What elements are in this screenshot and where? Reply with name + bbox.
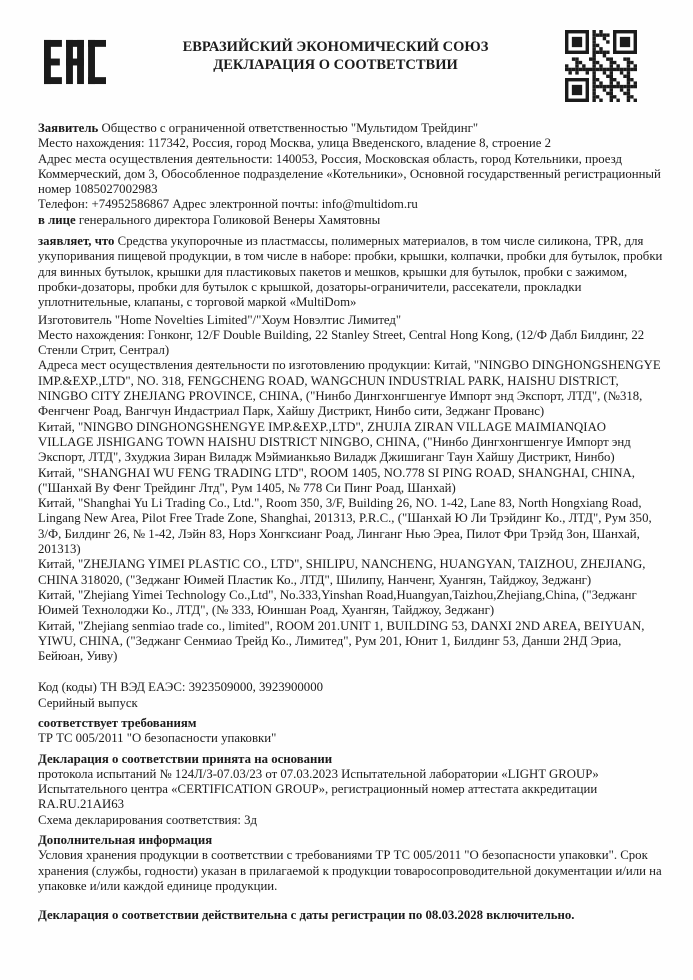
product-section (38, 234, 663, 310)
release-type: Серийный выпуск (38, 695, 138, 710)
applicant-name: Общество с ограниченной ответственностью "Мультидом Трейдинг" (101, 121, 479, 135)
production-site: Китай, "ZHEJIANG YIMEI PLASTIC CO., LTD", SHILIPU, NANCHENG, HUANGYAN, TAIZHOU, ZHEJIANG, CHINA 318020, ("Зеджанг Юимей Пластик Ко., ЛТД", Шилипу, Нанченг, Хуангян, Тайджоу, Зеджанг) (38, 557, 646, 587)
tn-ved-codes: Код (коды) ТН ВЭД ЕАЭС: 3923509000, 3923900000 (38, 680, 324, 695)
document-title (106, 38, 565, 74)
scheme: Схема декларирования соответствия: 3д (38, 812, 258, 827)
requirements-section (38, 716, 663, 747)
applicant-line (38, 121, 663, 136)
additional-info-section (38, 833, 663, 894)
production-site: Китай, "Zhejiang senmiao trade co., limited", ROOM 201.UNIT 1, BUILDING 53, DANXI 2ND AREA, BEIYUAN, YIWU, CHINA, ("Зеджанг Сенмиао Трейд Ко., Лимитед", Рум 201, Юнит 1, Билдинг 53, Данши 2НД Эриа, Бейюан, Уиву) (38, 618, 645, 664)
product-description-line (38, 234, 663, 310)
declares-label: заявляет, что (38, 234, 115, 249)
additional-info-text: Условия хранения продукции в соответствии с требованиями ТР ТС 005/2011 "О безопасности упаковки". Срок хранения (службы, годности) указан в прилагаемой к продукции товаросопроводительной документации и/или на упаковке и/или каждой единице продукции. (38, 848, 662, 893)
production-site: Китай, "SHANGHAI WU FENG TRADING LTD", ROOM 1405, NO.778 SI PING ROAD, SHANGHAI, CHINA, ("Шанхай Ву Фенг Трейдинг Лтд", Рум 1405, № 778 Си Пинг Роад, Шанхай) (38, 465, 635, 495)
basis-heading: Декларация о соответствии принята на основании (38, 751, 333, 766)
production-site: Китай, "Zhejiang Yimei Technology Co.,Ltd", No.333,Yinshan Road,Huangyan,Taizhou,Zhejiang,China, ("Зеджанг Юимей Технолоджи Ко., ЛТД", (№ 333, Юиншан Роад, Хуангян, Тайджоу, Зеджанг) (38, 587, 637, 618)
basis-text: протокола испытаний № 124Л/З-07.03/23 от 07.03.2023 Испытательной лаборатории «LIGHT GROUP» Испытательного центра «CERTIFICATION GROUP», регистрационный номер аттестата аккредитации RA.RU.21АИ63 (38, 766, 599, 812)
eac-mark-icon (44, 30, 106, 99)
title-line-1: ЕВРАЗИЙСКИЙ ЭКОНОМИЧЕСКИЙ СОЮЗ (182, 39, 489, 55)
validity-statement: Декларация о соответствии действительна с даты регистрации по 08.03.2028 включительно. (38, 908, 575, 923)
manufacturer-location: Место нахождения: Гонконг, 12/F Double Building, 22 Stanley Street, Central Hong Kong, (12/Ф Дабл Билдинг, 22 Стенли Стрит, Сентрал) (38, 327, 645, 358)
applicant-label: Заявитель (38, 121, 99, 135)
codes-section (38, 680, 663, 711)
production-site: Китай, "NINGBO DINGHONGSHENGYE IMP.&EXP.,LTD", ZHUJIA ZIRAN VILLAGE MAIMIANQIAO VILLAGE JISHIGANG TOWN HAISHU DISTRICT NINGBO, CHINA, ("Нинбо Дингхонгшенгуе Импорт энд Экспорт, ЛТД", Зхуджиа Зиран Виладж Мэймианкьяо Виладж Джишиганг Таун Хайшу Дистрикт, Нинбо) (38, 419, 631, 465)
requirements-heading: соответствует требованиям (38, 715, 197, 730)
title-line-2: ДЕКЛАРАЦИЯ О СООТВЕТСТВИИ (213, 57, 458, 73)
representative-label: в лице (38, 212, 76, 227)
basis-section (38, 752, 663, 828)
qr-code-icon (565, 30, 637, 107)
requirements-value: ТР ТС 005/2011 "О безопасности упаковки" (38, 731, 277, 746)
document-body (38, 121, 663, 924)
applicant-activity-address: Адрес места осуществления деятельности: 140053, Россия, Московская область, город Котельники, проезд Коммерческий, дом 3, Обособленное подразделение «Котельники», Основной государственный регистрационный номер 1085027002983 (38, 151, 661, 197)
additional-info-heading: Дополнительная информация (38, 833, 213, 848)
document-header (0, 0, 693, 107)
manufacturer: Изготовитель "Home Novelties Limited"/"Хоум Новэлтис Лимитед" (38, 312, 402, 327)
applicant-contacts: Телефон: +74952586867 Адрес электронной почты: info@multidom.ru (38, 197, 418, 212)
applicant-representative-line (38, 213, 663, 228)
production-site: Адреса мест осуществления деятельности по изготовлению продукции: Китай, "NINGBO DINGHONGSHENGYE IMP.&EXP.,LTD", NO. 318, FENGCHENG ROAD, WANGCHUN INDUSTRIAL PARK, HAISHU DISTRICT, NINGBO CITY ZHEJIANG PROVINCE, CHINA, ("Нинбо Дингхонгшенгуе Импорт энд Экспорт, ЛТД", (№318, Фенгченг Роад, Вангчун Индастриал Парк, Хайшу Дистрикт, Нинбо сити, Зеджанг Прованс) (38, 358, 661, 419)
product-description: Средства укупорочные из пластмассы, полимерных материалов, в том числе силикона, TPR, для укупоривания пищевой продукции, в том числе в наборе: пробки, крышки, колпачки, пробки для бутылок, пробки для винных бутылок, крышки для пластиковых пакетов и мешков, крышки для бутылок, пробки с зажимом, пробки-дозаторы, пробки для бутылок с крышкой, дозаторы-ограничители, рассекатели, прокладки уплотнительные, клапаны, с торговой маркой «MultiDom» (38, 234, 663, 310)
manufacturer-section (38, 313, 663, 665)
applicant-section (38, 121, 663, 228)
applicant-location: Место нахождения: 117342, Россия, город Москва, улица Введенского, владение 8, строение 2 (38, 136, 551, 151)
production-site: Китай, "Shanghai Yu Li Trading Co., Ltd.", Room 350, 3/F, Building 26, NO. 1-42, Lane 83, North Hongxiang Road, Lingang New Area, Pilot Free Trade Zone, Shanghai, 201313, P.R.C., ("Шанхай Ю Ли Трэйдинг Ко., ЛТД", Рум 350, 3/Ф, Билдинг 26, № 1-42, Лэйн 83, Норз Хонгксианг Роад, Линганг Нью Эреа, Пилот Фри Трэйд Зон, Шанхай, 201313) (38, 496, 652, 557)
representative-name: генерального директора Голиковой Венеры Хамятовны (78, 212, 381, 227)
